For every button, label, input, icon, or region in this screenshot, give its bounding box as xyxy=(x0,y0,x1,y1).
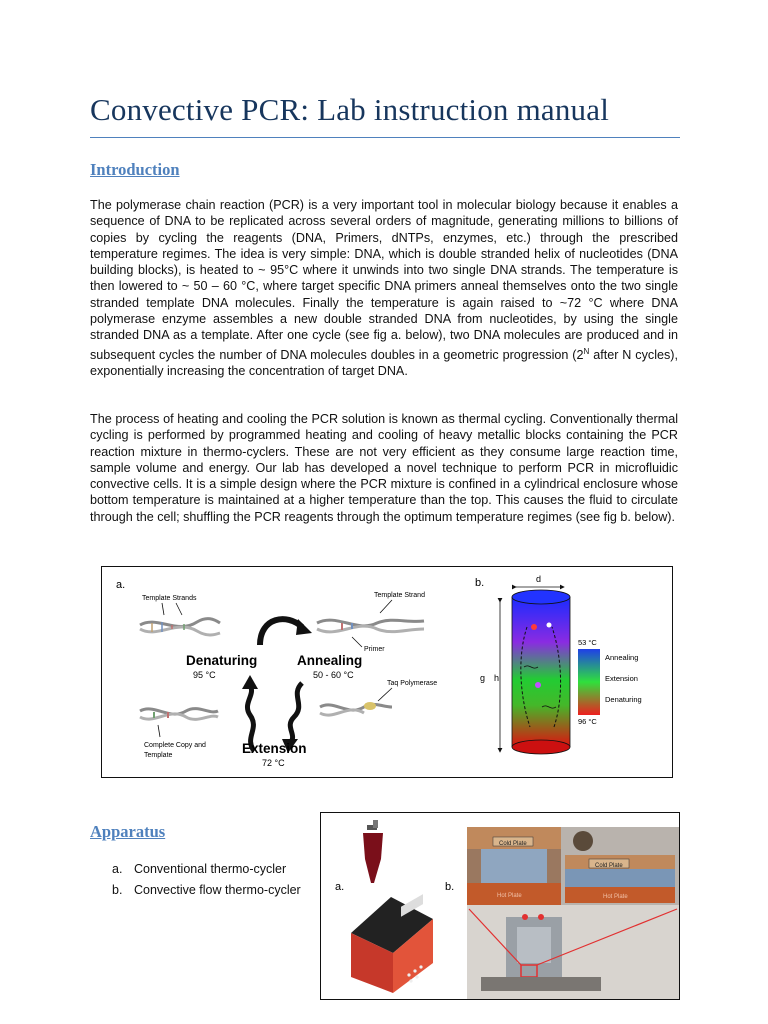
gravity-label: g xyxy=(480,673,486,683)
list-marker: a. xyxy=(112,861,123,876)
p2-text: The process of heating and cooling the PCR solution is known as thermal cycling. Conventionally thermal cycling is performed by programmed heating and cooling of heavy metallic blocks containing the PCR reaction mixture in thermo-cyclers. These are not very efficient as they consume large reaction time, sample volume and energy. Our lab has developed a novel technique to perform PCR in microfluidic convective cells. It is a simple design where the PCR mixture is confined in a cylindrical enclosure whose bottom temperature is maintained at a higher temperature than the top. This causes the fluid to circulate through the cell; shuffling the PCR reagents through the optimum temperature regimes (see fig b. below). xyxy=(90,412,678,524)
top-temp-label: 53 °C xyxy=(578,638,597,647)
intro-paragraph-2 xyxy=(90,411,678,525)
convective-device-image xyxy=(467,827,679,999)
p1-text-b: after N cycles), exponentially increasing the concentration of target DNA. xyxy=(90,347,678,379)
pcr-cycle-figure-svg xyxy=(102,567,672,777)
height-label: h xyxy=(494,673,500,683)
temperature-legend-bar xyxy=(578,649,600,715)
introduction-heading: Introduction xyxy=(90,160,180,179)
legend-annealing: Annealing xyxy=(605,653,639,662)
apparatus-label-b: b. xyxy=(445,881,455,893)
apparatus-figure-svg xyxy=(321,813,679,999)
diameter-label: d xyxy=(536,574,542,584)
legend-denaturing: Denaturing xyxy=(605,695,642,704)
pointer-line xyxy=(158,725,160,737)
list-marker: b. xyxy=(112,882,123,897)
list-item-text: Conventional thermo-cycler xyxy=(134,861,287,876)
bottom-temp-label: 96 °C xyxy=(578,717,597,726)
cycle-arrow-top xyxy=(260,619,302,645)
complete-copy-label-2: Template xyxy=(144,752,173,759)
arrowhead xyxy=(296,619,312,635)
arrowhead xyxy=(242,675,258,689)
apparatus-heading: Apparatus xyxy=(90,822,166,841)
dna-extension-strand xyxy=(320,702,392,715)
annealing-temp: 50 - 60 °C xyxy=(313,670,354,680)
conventional-thermocycler-image xyxy=(351,894,433,993)
taq-polymerase-label: Taq Polymerase xyxy=(387,680,438,687)
pointer-line xyxy=(378,688,392,701)
extension-label: Extension xyxy=(242,741,307,756)
legend-extension: Extension xyxy=(605,674,638,683)
denaturing-label: Denaturing xyxy=(186,653,258,668)
pointer-line xyxy=(352,637,362,647)
intro-paragraph-1 xyxy=(90,197,678,379)
pcr-tube-image xyxy=(363,820,383,883)
hot-plate-label-1: Hot Plate xyxy=(497,893,522,899)
list-item xyxy=(112,879,301,900)
list-item xyxy=(112,858,301,879)
dna-separating-strands xyxy=(140,619,220,635)
apparatus-list xyxy=(112,858,301,900)
page-title: Convective PCR: Lab instruction manual xyxy=(90,92,610,127)
convective-cylinder xyxy=(512,590,570,754)
primer-label: Primer xyxy=(364,646,385,653)
hot-plate-label-2: Hot Plate xyxy=(603,894,628,900)
title-underline xyxy=(90,137,680,138)
apparatus-label-a: a. xyxy=(335,881,345,893)
p1-superscript: N xyxy=(583,346,590,356)
annealing-label: Annealing xyxy=(297,653,363,668)
pcr-cycle-figure xyxy=(101,566,673,778)
cycle-arrow-right xyxy=(290,683,302,743)
extension-temp: 72 °C xyxy=(262,758,285,768)
dna-complete-copy xyxy=(140,709,218,720)
apparatus-figure xyxy=(320,812,680,1000)
p1-text-a: The polymerase chain reaction (PCR) is a very important tool in molecular biology because it enables a sequence of DNA to be replicated across several orders of magnitude, generating millions to billions of copies by cycling the reagents (DNA, Primers, dNTPs, enzymes, etc.) through the prescribed temperature regimes. The idea is very simple: DNA, which is double stranded helix of nucleotides (DNA building blocks), is heated to ~ 95°C where it unwinds into two single DNA strands. The temperature is then lowered to ~ 50 – 60 °C, where target specific DNA primers anneal themselves onto the two single stranded template DNA molecules. Finally the temperature is again raised to ~72 °C where DNA polymerase enzyme assembles a new double stranded DNA from nucleotides, by using the single stranded DNA as a template. After one cycle (see fig a. below), two DNA molecules are produced and in subsequent cycles the number of DNA molecules doubles in a geometric progression (2 xyxy=(90,198,678,362)
cold-plate-label-2: Cold Plate xyxy=(595,863,623,869)
denaturing-temp: 95 °C xyxy=(193,670,216,680)
list-item-text: Convective flow thermo-cycler xyxy=(134,882,301,897)
panel-a-label: a. xyxy=(116,579,126,591)
pointer-line xyxy=(176,603,182,615)
pointer-line xyxy=(162,603,164,615)
template-strands-label: Template Strands xyxy=(142,595,197,602)
template-strand-label: Template Strand xyxy=(374,592,425,599)
panel-b-label: b. xyxy=(475,577,485,589)
complete-copy-label-1: Complete Copy and xyxy=(144,742,206,749)
pointer-line xyxy=(380,600,392,613)
cold-plate-label-1: Cold Plate xyxy=(499,841,527,847)
dna-template-strand xyxy=(317,620,424,632)
